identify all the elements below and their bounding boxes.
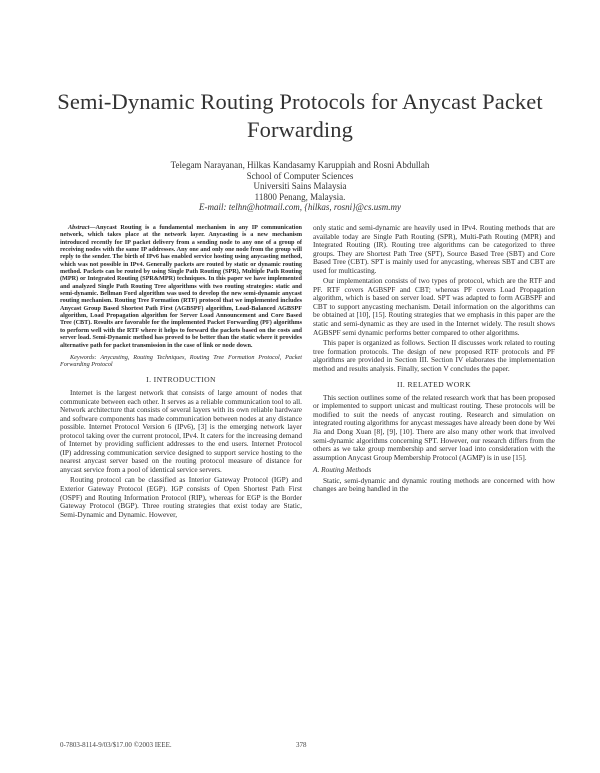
page-number: 378 [296,741,307,749]
school: School of Computer Sciences [246,170,354,181]
footer-isbn: 0-7803-8114-9/03/$17.00 ©2003 IEEE. [60,741,172,749]
paper-title: Semi-Dynamic Routing Protocols for Anycast Packet Forwarding [57,89,543,142]
authors: Telegam Narayanan, Hilkas Kandasamy Karuppiah and Rosni Abdullah [170,160,430,170]
keywords: Keywords: Anycasting, Routing Techniques, Routing Tree Formation Protocol, Packet Forwarding Protocol [60,353,302,369]
right-paragraph-1: only static and semi-dynamic are heavily used in IPv4. Routing methods that are available today are Single Path Routing (SPR), Multi-Path Routing (MPR) and Integrated Routing (IR). Routing tree algorithms can be categorized to three groups. They are Shortest Path Tree (SPT), Source Based Tree (SBT) and Core Based Tree (CBT). SPT is mainly used for anycasting, whereas SBT and CBT are used for multicasting. [313,223,555,275]
intro-paragraph-1: Internet is the largest network that consists of large amount of nodes that communicate between each other. It serves as a reliable communication tool to all. Network architecture that consists of several layers with its own reliable hardware and software components has made communication between nodes at any distance possible. Internet Protocol Version 6 (IPv6), [3] is the emerging network layer protocol taking over the current protocol, IPv4. It caters for the increasing demand of Internet by providing sufficient addresses to the end users. Internet Protocol (IP) addressing communication service designed to support service hosting to the nearest anycast server based on the routing protocol measure of distance for anycast service from a pool of identical service servers. [60,387,302,474]
city: 11800 Penang, Malaysia. [254,191,346,202]
university: Universiti Sains Malaysia [253,181,347,192]
left-column [60,224,302,521]
right-column [313,224,555,496]
right-paragraph-2: Our implementation consists of two types of protocol, which are the RTF and PF. RTF covers AGBSPF and CBT; whereas PF covers Load Propagation algorithm, which is based on server load. SPT was adapted to form AGBSPF and CBT to support anycasting mechanism. Detail information on the algorithms can be obtained at [10], [15]. Routing strategies that we emphasis in this paper are the static and semi-dynamic as they are used in the Internet widely. The result shows AGBSPF semi dynamic performs better compared to other algorithms. [313,276,555,337]
section-heading-related-work: II. RELATED WORK [397,380,471,390]
right-paragraph-3: This paper is organized as follows. Section II discusses work related to routing tree formation protocols. The design of new proposed RTF protocols and PF algorithms are provided in Section III. Section IV elaborates the implementation method and results analysis. Finally, section V concludes the paper. [313,338,555,373]
abstract-text: Anycast Routing is a fundamental mechanism in any IP communication network, which takes place at the network layer. Anycasting is a new mechanism introduced recently for IP packet delivery from a sending node to any one of a group of receiving nodes with the same IP addresses. Any one and only one node from the group will reply to the sender. The birth of IPv6 has enabled service hosting using anycasting method, which was not possible in IPv4. Generally packets are routed by static or dynamic routing method. Packets can be routed by using Single Path Routing (SPR), Multiple Path Routing (MPR) or Integrated Routing (SPR&MPR) techniques. In this paper we have implemented and analyzed Single Path Routing Tree algorithms with two routing strategies: static and semi-dynamic. Bellman Ford algorithm was used to develop the new semi-dynamic anycast routing mechanism. Routing Tree Formation (RTF) protocol that we implemented includes Anycast Group Based Shortest Path First (AGBSPF) algorithm, Load-Balanced AGBSPF algorithm, Load Propagation algorithm for Server Load Announcement and Core Based Tree (CBT). Results are favorable for the implemented Packet Forwarding (PF) algorithms to perform well with the RTF where it helps to forward the packets based on the costs and server load. Semi-Dynamic method has proved to be better than the static where it provides alternative path for packet transmission in the case of link or node down. [60,224,302,349]
author-block [100,160,500,213]
abstract-label: Abstract [68,224,90,231]
section-heading-introduction: I. INTRODUCTION [146,375,216,385]
subsection-heading-routing-methods: A. Routing Methods [313,465,372,475]
related-paragraph-1: This section outlines some of the related research work that has been proposed or implemented to support unicast and multicast routing. These protocols will be modified to suit the needs of anycast routing. Research and simulation on integrated routing algorithms for anycast messages have already been done by Wei Jia and Dong Xuan [8], [9], [10]. There are also many other work that involved semi-dynamic algorithms concerning SPT. However, our research differs from the others as we take group membership and server load into consideration with the assumption Anycast Group Membership Protocol (AGMP) is in use [15]. [313,392,555,462]
routing-methods-paragraph: Static, semi-dynamic and dynamic routing methods are concerned with how changes are being handled in the [313,475,555,494]
email: E-mail: telhn@hotmail.com, {hilkas, rosni}@cs.usm.my [199,202,401,213]
abstract: Abstract—Anycast Routing is a fundamental mechanism in any IP communication network, which takes place at the network layer. Anycasting is a new mechanism introduced recently for IP packet delivery from a sending node to any one of a group of receiving nodes with the same IP addresses. Any one and only one node from the group will reply to the sender. The birth of IPv6 has enabled service hosting using anycasting method, which was not possible in IPv4. Generally packets are routed by static or dynamic routing method. Packets can be routed by using Single Path Routing (SPR), Multiple Path Routing (MPR) or Integrated Routing (SPR&MPR) techniques. In this paper we have implemented and analyzed Single Path Routing Tree algorithms with two routing strategies: static and semi-dynamic. Bellman Ford algorithm was used to develop the new semi-dynamic anycast routing mechanism. Routing Tree Formation (RTF) protocol that we implemented includes Anycast Group Based Shortest Path First (AGBSPF) algorithm, Load-Balanced AGBSPF algorithm, Load Propagation algorithm for Server Load Announcement and Core Based Tree (CBT). Results are favorable for the implemented Packet Forwarding (PF) algorithms to perform well with the RTF where it helps to forward the packets based on the costs and server load. Semi-Dynamic method has proved to be better than the static where it provides alternative path for packet transmission in the case of link or node down. [60,224,302,349]
intro-paragraph-2: Routing protocol can be classified as Interior Gateway Protocol (IGP) and Exterior Gateway Protocol (EGP). IGP consists of Open Shortest Path First (OSPF) and Routing Information Protocol (RIP), whereas for EGP is the Border Gateway Protocol (BGP). Three routing strategies that exist today are Static, Semi-Dynamic and Dynamic. However, [60,475,302,519]
